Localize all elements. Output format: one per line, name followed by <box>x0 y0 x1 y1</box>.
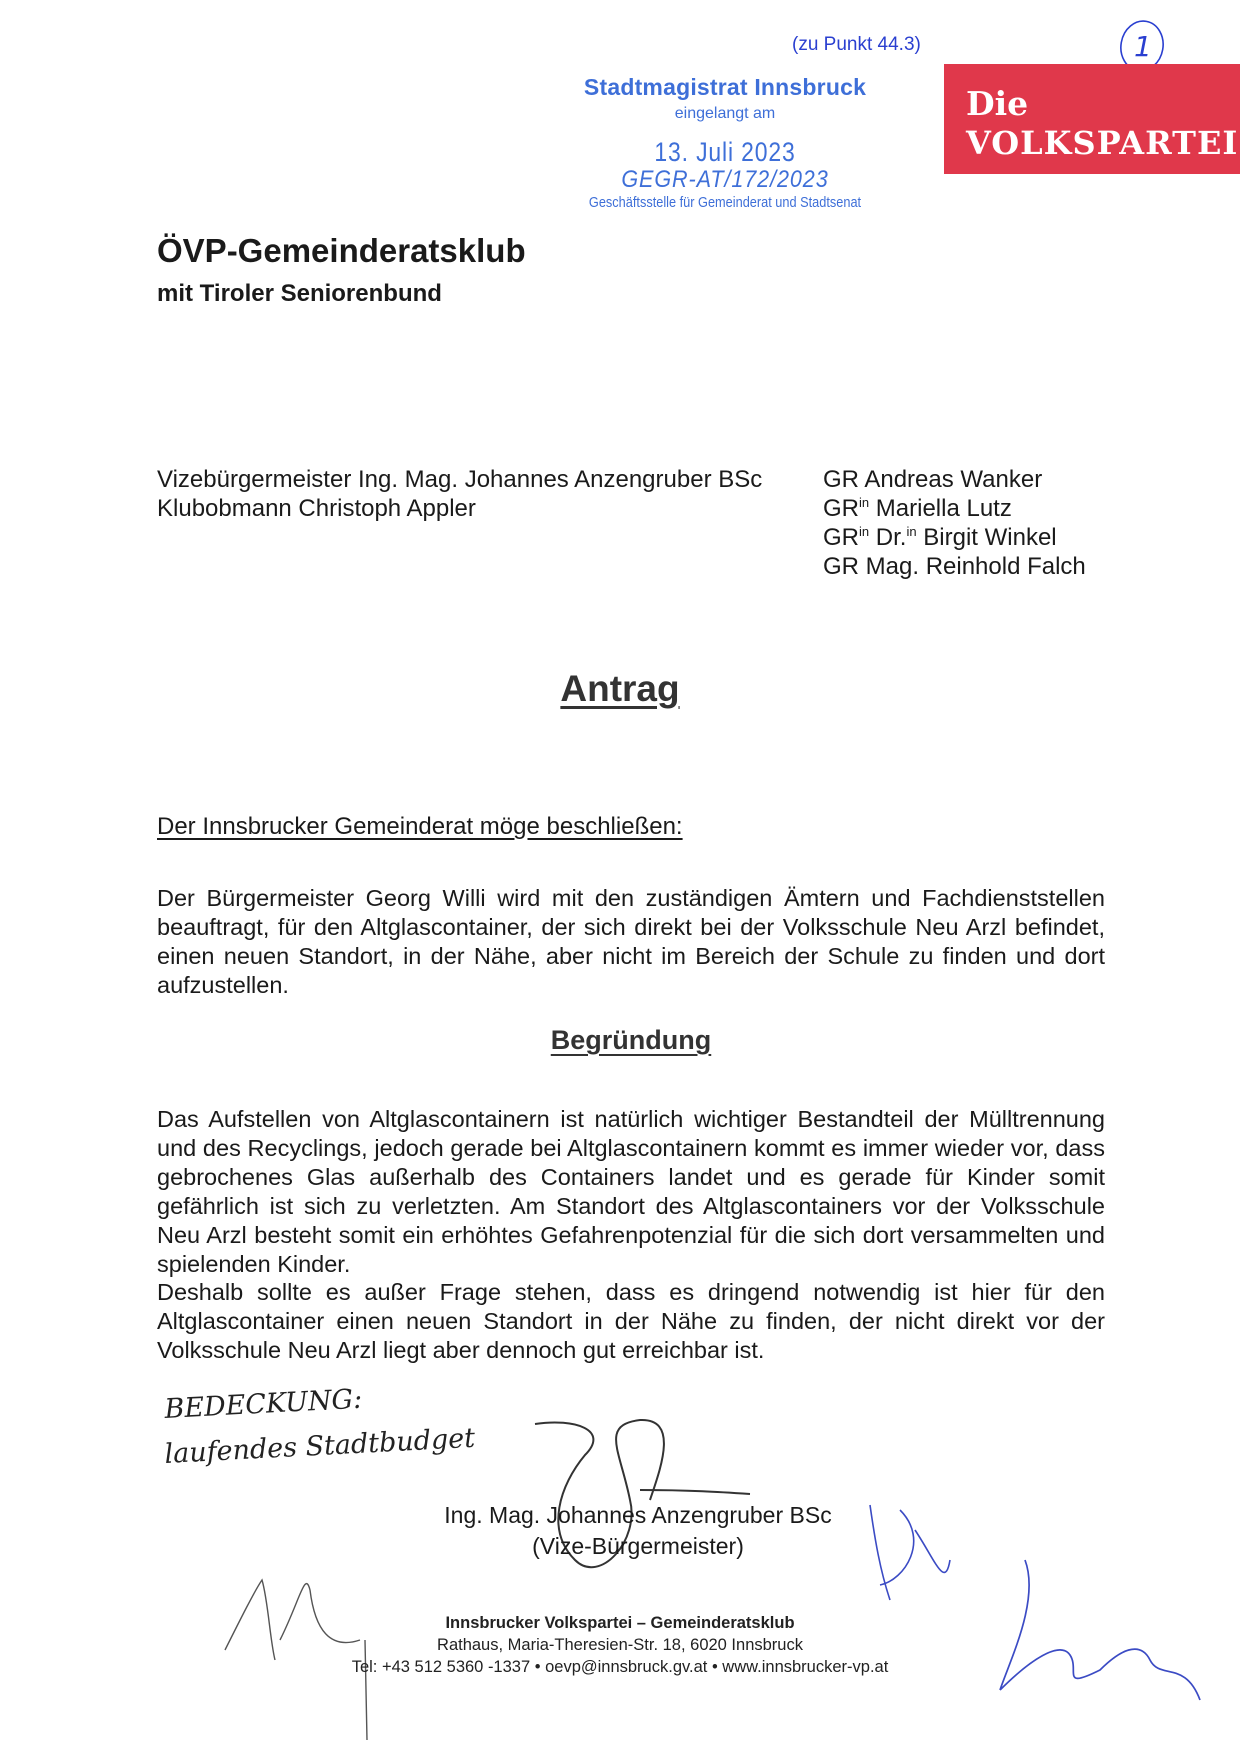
signer: $GR^{in}$ Dr.$^{in}$ Birgit Winkel <box>823 524 1057 551</box>
stamp-reference: GEGR-AT/172/2023 <box>621 166 829 193</box>
reason-paragraph: Deshalb sollte es außer Frage stehen, dass es dringend notwendig ist hier für den Altglascontainer einen neuen Standort in der Nähe zu finden, der nicht direkt vor der Volksschule Neu Arzl liegt aber dennoch gut erreichbar ist. <box>157 1279 1105 1363</box>
document-title: Antrag <box>560 668 680 709</box>
signer: Klubobmann Christoph Appler <box>157 495 476 522</box>
signature-block <box>418 1500 858 1562</box>
signature-role: (Vize-Bürgermeister) <box>532 1533 744 1559</box>
agenda-reference: (zu Punkt 44.3) <box>792 34 921 55</box>
signer: Vizebürgermeister Ing. Mag. Johannes Anzengruber BSc <box>157 466 763 493</box>
stamp-office: Stadtmagistrat Innsbruck <box>583 74 867 100</box>
reason-title: Begründung <box>550 1025 712 1055</box>
club-subtitle: mit Tiroler Seniorenbund <box>157 280 442 307</box>
motion-intro: Der Innsbrucker Gemeinderat möge beschließen: <box>157 813 683 840</box>
initials-scribble <box>870 1505 950 1600</box>
signer: GR Mag. Reinhold Falch <box>823 553 1086 580</box>
logo-line-2: VOLKSPARTEI <box>966 124 1239 162</box>
signer: $GR^{in}$ Mariella Lutz <box>823 495 1012 522</box>
stamp-date: 13. Juli 2023 <box>654 137 796 167</box>
logo-line-1: Die <box>966 84 1029 123</box>
handwritten-note-line: laufendes Stadtbudget <box>163 1422 476 1470</box>
handwritten-note-line: BEDECKUNG: <box>163 1383 363 1425</box>
footer <box>0 1612 1240 1678</box>
stamp-received-label: eingelangt am <box>674 105 776 122</box>
stamp-department: Geschäftsstelle für Gemeinderat und Stadtsenat <box>588 194 862 211</box>
signer: GR Andreas Wanker <box>823 466 1043 493</box>
footer-contact: Tel: +43 512 5360 -1337 • oevp@innsbruck.gv.at • www.innsbrucker-vp.at <box>351 1658 889 1676</box>
reason-paragraph: Das Aufstellen von Altglascontainern ist natürlich wichtiger Bestandteil der Mülltrennung und des Recyclings, jedoch gerade bei Altglascontainern kommt es immer wieder vor, dass gebrochenes Glas außerhalb des Containers landet und es gerade für Kinder somit gefährlich ist sich zu verletzten. Am Standort des Altglascontainers vor der Volksschule Neu Arzl besteht somit ein erhöhtes Gefahrenpotenzial für die sich dort versammelten und spielenden Kinder. <box>157 1106 1105 1277</box>
motion-request: Der Bürgermeister Georg Willi wird mit den zuständigen Ämtern und Fachdienststellen beauftragt, für den Altglascontainer, der sich direkt bei der Volksschule Neu Arzl befindet, einen neuen Standort, in der Nähe, aber nicht im Bereich der Schule zu finden und dort aufzustellen. <box>157 885 1105 998</box>
signature-name: Ing. Mag. Johannes Anzengruber BSc <box>444 1502 832 1528</box>
page-number-text: 1 <box>1134 30 1152 63</box>
club-name: ÖVP-Gemeinderatsklub <box>157 232 526 269</box>
footer-address: Rathaus, Maria-Theresien-Str. 18, 6020 Innsbruck <box>437 1636 803 1654</box>
footer-org: Innsbrucker Volkspartei – Gemeinderatsklub <box>445 1614 795 1632</box>
